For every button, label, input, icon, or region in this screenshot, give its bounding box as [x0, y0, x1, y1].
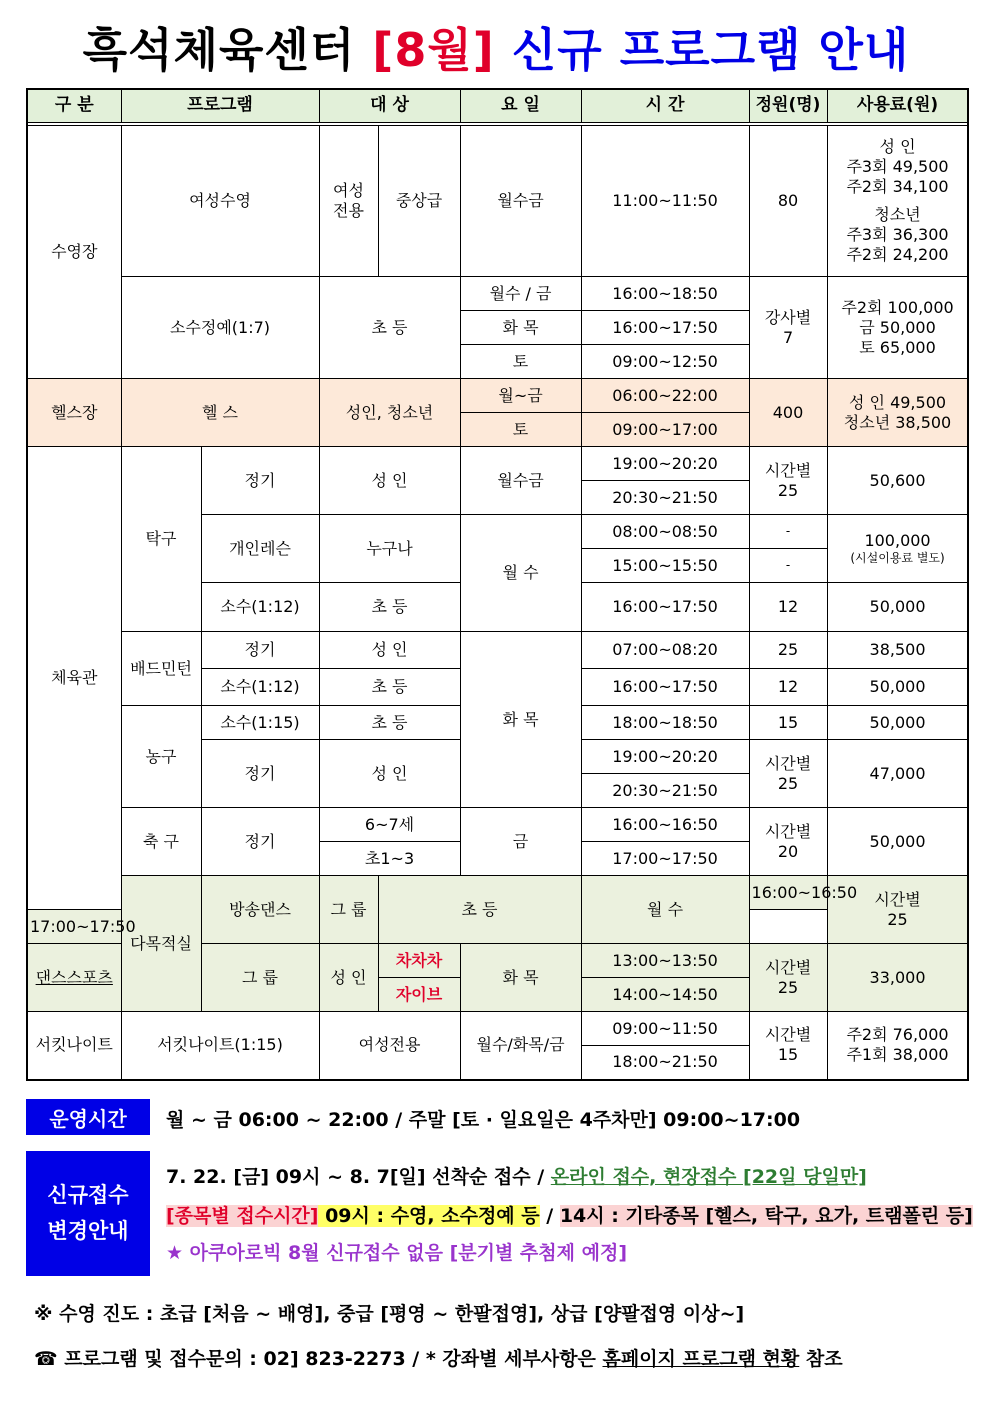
capacity-cell: 강사별 7	[749, 277, 827, 379]
capacity-cell: -	[749, 515, 827, 549]
target-cell: 6~7세	[319, 808, 460, 842]
time-cell: 06:00~22:00	[581, 379, 749, 413]
fee-cell	[827, 126, 968, 277]
fee-line: 주2회 34,100	[846, 177, 949, 196]
header-day: 요 일	[460, 89, 581, 123]
program-cell: 여성수영	[121, 126, 319, 277]
day-cell: 토	[460, 345, 581, 379]
header-capacity: 정원(명)	[749, 89, 827, 123]
table-row	[27, 126, 968, 277]
day-cell: 월 수	[581, 876, 749, 944]
fee-line: 주2회 76,000	[846, 1025, 949, 1045]
time-cell: 11:00~11:50	[581, 126, 749, 277]
registration-badge-line2: 변경안내	[47, 1218, 129, 1243]
capacity-cell: 시간별 25	[827, 876, 968, 944]
registration-time-sep: /	[539, 1205, 560, 1227]
time-cell: 18:00~21:50	[581, 1046, 749, 1080]
type-cell: 정기	[201, 447, 319, 515]
time-cell: 19:00~20:20	[581, 740, 749, 774]
time-cell: 17:00~17:50	[27, 910, 121, 944]
fee-line: 청소년 38,500	[843, 412, 952, 432]
fee-cell: 50,000	[827, 706, 968, 740]
schedule-table	[26, 88, 969, 1081]
sport-cell: 축 구	[121, 808, 201, 876]
sport-cell: 댄스스포츠	[27, 944, 121, 1012]
header-program: 프로그램	[121, 89, 319, 123]
fee-line: 금 50,000	[859, 317, 936, 337]
day-cell: 화 목	[460, 944, 581, 1012]
type-cell: 정기	[201, 808, 319, 876]
capacity-cell: -	[749, 549, 827, 583]
type-cell: 소수(1:12)	[201, 583, 319, 632]
capacity-cell: 15	[749, 706, 827, 740]
time-cell: 19:00~20:20	[581, 447, 749, 481]
time-cell: 13:00~13:50	[581, 944, 749, 978]
registration-period: 7. 22. [금] 09시 ~ 8. 7[일] 선착순 접수 /	[166, 1166, 551, 1188]
registration-line-3: ★ 아쿠아로빅 8월 신규접수 없음 [분기별 추첨제 예정]	[166, 1242, 628, 1264]
time-cell: 16:00~18:50	[581, 277, 749, 311]
registration-badge-line1: 신규접수	[47, 1182, 129, 1207]
fee-cell: 47,000	[827, 740, 968, 808]
contact-text: ☎ 프로그램 및 접수문의 : 02] 823-2273 / * 강좌별 세부사항은	[34, 1348, 603, 1370]
fee-cell: 50,000	[827, 669, 968, 706]
target-cell: 초 등	[319, 706, 460, 740]
capacity-cell: 시간별 20	[749, 808, 827, 876]
target-cell: 누구나	[319, 515, 460, 583]
time-cell: 15:00~15:50	[581, 549, 749, 583]
type-cell: 소수(1:12)	[201, 669, 319, 706]
header-category: 구 분	[27, 89, 121, 123]
fee-line: 주1회 38,000	[846, 1045, 949, 1065]
header-target: 대 상	[319, 89, 460, 123]
capacity-cell: 시간별 25	[749, 740, 827, 808]
day-cell: 월수금	[460, 447, 581, 515]
section-swim: 수영장	[27, 126, 121, 379]
capacity-cell: 80	[749, 126, 827, 277]
fee-cell	[827, 515, 968, 583]
target-cell: 중상급	[378, 126, 460, 277]
fee-label: 청소년	[874, 205, 921, 224]
time-cell: 09:00~12:50	[581, 345, 749, 379]
fee-cell	[827, 277, 968, 379]
sport-cell: 농구	[121, 706, 201, 808]
capacity-cell: 400	[749, 379, 827, 447]
section-health: 헬스장	[27, 379, 121, 447]
fee-line: 주3회 49,500	[846, 157, 949, 176]
fee-line: 주2회 100,000	[841, 297, 954, 317]
capacity-cell: 12	[749, 669, 827, 706]
time-cell: 16:00~16:50	[581, 808, 749, 842]
operating-hours-text: 월 ~ 금 06:00 ~ 22:00 / 주말 [토 · 일요일은 4주차만] 09:00~17:00	[166, 1109, 801, 1131]
time-cell: 20:30~21:50	[581, 774, 749, 808]
program-cell: 서킷나이트(1:15)	[121, 1012, 319, 1080]
target-cell: 초 등	[319, 583, 460, 632]
time-cell: 16:00~16:50	[749, 876, 827, 910]
table-row	[27, 277, 968, 311]
day-cell: 화 목	[460, 632, 581, 808]
fee-note: (시설이용료 별도)	[850, 551, 945, 565]
target-cell: 초 등	[378, 876, 581, 944]
capacity-cell: 25	[749, 632, 827, 669]
title-center-name: 흑석체육센터	[82, 23, 356, 77]
day-cell: 월수 / 금	[460, 277, 581, 311]
target-sub-cell: 자이브	[378, 978, 460, 1012]
day-cell: 토	[460, 413, 581, 447]
type-cell: 소수(1:15)	[201, 706, 319, 740]
type-cell: 개인레슨	[201, 515, 319, 583]
time-cell: 16:00~17:50	[581, 583, 749, 632]
fee-cell: 50,600	[827, 447, 968, 515]
sport-cell: 배드민턴	[121, 632, 201, 706]
target-cell: 성 인	[319, 944, 378, 1012]
time-cell: 14:00~14:50	[581, 978, 749, 1012]
sport-cell: 탁구	[121, 447, 201, 632]
program-cell: 헬 스	[121, 379, 319, 447]
target-cell: 초 등	[319, 277, 460, 379]
homepage-link[interactable]: 홈페이지 프로그램 현황	[602, 1348, 800, 1370]
fee-line: 100,000	[864, 531, 931, 550]
day-cell: 월수금	[460, 126, 581, 277]
target-cell: 초 등	[319, 669, 460, 706]
type-cell: 정기	[201, 740, 319, 808]
registration-line-1	[166, 1162, 867, 1189]
sport-cell: 방송댄스	[201, 876, 319, 944]
header-row	[27, 89, 968, 123]
section-gym: 체육관	[27, 447, 121, 910]
table-row	[27, 808, 968, 842]
time-cell: 16:00~17:50	[581, 669, 749, 706]
fee-cell	[827, 1012, 968, 1080]
fee-cell	[827, 379, 968, 447]
type-cell: 정기	[201, 632, 319, 669]
header-time: 시 간	[581, 89, 749, 123]
target-cell: 여성전용	[319, 1012, 460, 1080]
target-cell: 여성 전용	[319, 126, 378, 277]
registration-time-14: 14시 : 기타종목 [헬스, 탁구, 요가, 트램폴린 등]	[559, 1205, 973, 1227]
target-cell: 성 인	[319, 632, 460, 669]
fee-label: 성 인	[879, 137, 916, 156]
fee-line: 주2회 24,200	[846, 245, 949, 264]
time-cell: 09:00~11:50	[581, 1012, 749, 1046]
capacity-cell: 시간별 25	[749, 447, 827, 515]
target-cell: 성인, 청소년	[319, 379, 460, 447]
type-cell: 그 룹	[201, 944, 319, 1012]
target-cell: 성 인	[319, 740, 460, 808]
time-cell: 09:00~17:00	[581, 413, 749, 447]
time-cell: 07:00~08:20	[581, 632, 749, 669]
day-cell: 금	[460, 808, 581, 876]
table-row	[27, 632, 968, 669]
contact-suffix: 참조	[799, 1348, 843, 1370]
table-row	[27, 447, 968, 481]
target-cell: 성 인	[319, 447, 460, 515]
registration-badge	[26, 1151, 150, 1276]
registration-time-label: [종목별 접수시간]	[166, 1205, 319, 1227]
fee-line: 주3회 36,300	[846, 225, 949, 244]
program-cell: 소수정예(1:7)	[121, 277, 319, 379]
fee-cell: 38,500	[827, 632, 968, 669]
capacity-cell: 시간별 25	[749, 944, 827, 1012]
operating-hours-badge: 운영시간	[26, 1099, 150, 1135]
time-cell: 16:00~17:50	[581, 311, 749, 345]
time-cell: 18:00~18:50	[581, 706, 749, 740]
time-cell: 20:30~21:50	[581, 481, 749, 515]
fee-line: 성 인 49,500	[848, 392, 947, 412]
registration-time-9: 09시 : 수영, 소수정예 등	[318, 1205, 540, 1227]
capacity-cell: 12	[749, 583, 827, 632]
table-row	[27, 379, 968, 413]
page-title	[0, 14, 992, 80]
type-cell: 그 룹	[319, 876, 378, 944]
section-multi: 다목적실	[121, 876, 201, 1012]
table-row	[27, 1012, 968, 1046]
day-cell: 월~금	[460, 379, 581, 413]
day-cell: 월수/화목/금	[460, 1012, 581, 1080]
section-circuit: 서킷나이트	[27, 1012, 121, 1080]
title-month: [8월]	[372, 23, 495, 77]
target-sub-cell: 차차차	[378, 944, 460, 978]
registration-line-2	[166, 1201, 973, 1228]
header-fee: 사용료(원)	[827, 89, 968, 123]
fee-cell: 50,000	[827, 583, 968, 632]
swim-level-note: ※ 수영 진도 : 초급 [처음 ~ 배영], 중급 [평영 ~ 한팔접영], 상급 [양팔접영 이상~]	[34, 1303, 745, 1325]
registration-method: 온라인 접수, 현장접수 [22일 당일만]	[550, 1166, 867, 1188]
contact-note	[34, 1344, 843, 1371]
fee-line: 토 65,000	[859, 337, 936, 357]
fee-cell: 33,000	[827, 944, 968, 1012]
target-cell: 초1~3	[319, 842, 460, 876]
fee-cell: 50,000	[827, 808, 968, 876]
time-cell: 17:00~17:50	[581, 842, 749, 876]
day-cell: 화 목	[460, 311, 581, 345]
title-subject: 신규 프로그램 안내	[511, 23, 910, 77]
table-row	[27, 876, 968, 910]
day-cell: 월 수	[460, 515, 581, 632]
capacity-cell: 시간별 15	[749, 1012, 827, 1080]
time-cell: 08:00~08:50	[581, 515, 749, 549]
